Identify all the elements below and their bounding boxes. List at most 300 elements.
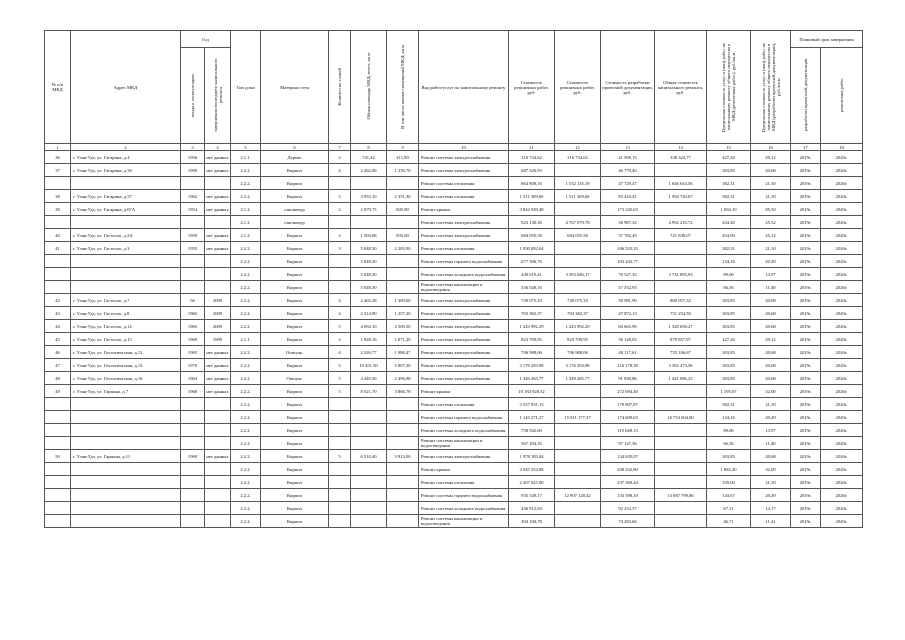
table-cell: Дерево	[261, 151, 329, 164]
table-cell	[45, 476, 71, 489]
table-cell: 5	[329, 450, 351, 463]
table-cell	[555, 385, 601, 398]
table-cell: Кирпич	[261, 255, 329, 268]
table-cell: 1 441 096,23	[655, 372, 707, 385]
table-cell: 2.2.2.	[231, 411, 261, 424]
table-cell: 2019г.	[791, 489, 821, 502]
table-cell: 755 106,67	[655, 346, 707, 359]
column-number-cell: 15	[707, 144, 751, 151]
table-cell	[387, 411, 419, 424]
table-cell	[329, 502, 351, 515]
table-cell: 179 807,87	[601, 398, 655, 411]
table-cell: 91 830,86	[601, 372, 655, 385]
table-cell	[387, 398, 419, 411]
table-cell: г. Улан-Удэ, ул. Гастелло, д.8	[71, 307, 181, 320]
table-cell: 1 511 309,66	[555, 190, 601, 203]
header-cost-repair-2: Стоимость ремонтных работ, руб.	[555, 31, 601, 144]
table-cell: 4 992 210,72	[655, 216, 707, 229]
table-cell: 1965	[181, 320, 205, 333]
table-cell: 2019г.	[791, 346, 821, 359]
table-cell: 1954	[181, 203, 205, 216]
repair-plan-table	[44, 30, 863, 528]
table-cell: 449 619,41	[509, 268, 555, 281]
table-cell: 835,60	[387, 229, 419, 242]
table-cell: 741,42	[351, 151, 387, 164]
table-row	[45, 398, 863, 411]
table-cell	[329, 216, 351, 229]
table-cell	[181, 411, 205, 424]
table-cell: 21,10	[751, 476, 791, 489]
table-cell: Кирпич	[261, 476, 329, 489]
table-cell: 216 178,38	[601, 359, 655, 372]
table-cell: 43	[45, 307, 71, 320]
table-cell: 703 382,37	[555, 307, 601, 320]
table-cell: 2020г.	[821, 411, 863, 424]
table-cell: 2 079,75	[351, 203, 387, 216]
table-cell: 36	[45, 151, 71, 164]
table-cell: 38	[45, 190, 71, 203]
table-cell: 89,06	[707, 424, 751, 437]
table-cell: 3	[329, 190, 351, 203]
table-cell: 1956	[181, 151, 205, 164]
table-cell: 47	[45, 359, 71, 372]
table-cell: 2020г.	[821, 268, 863, 281]
table-cell: 749 075,33	[555, 294, 601, 307]
table-cell: Ремонт системы электроснабжения	[419, 216, 509, 229]
table-cell	[351, 515, 387, 528]
table-cell: 57 552,93	[601, 281, 655, 294]
table-cell: 3 176 293,98	[555, 359, 601, 372]
table-cell: 5 048,50	[351, 268, 387, 281]
table-cell: 2020г.	[821, 216, 863, 229]
table-cell: 173 245,63	[601, 203, 655, 216]
table-cell: г. Улан-Удэ, ул. Гастелло, д.12	[71, 320, 181, 333]
table-cell: 2009	[205, 307, 231, 320]
table-cell	[45, 424, 71, 437]
table-cell: 45	[45, 333, 71, 346]
table-cell: 4	[329, 346, 351, 359]
table-cell	[555, 476, 601, 489]
table-cell	[329, 255, 351, 268]
table-cell: 2.2.2.	[231, 385, 261, 398]
table-cell	[387, 281, 419, 294]
header-cost-total: Общая стоимость капитального ремонта, руб.	[655, 31, 707, 144]
table-cell: 436 912,94	[509, 502, 555, 515]
column-number-cell: 1	[45, 144, 71, 151]
table-row	[45, 346, 863, 359]
table-cell	[45, 398, 71, 411]
table-cell: 2019г.	[791, 372, 821, 385]
table-cell: 2.2.2.	[231, 190, 261, 203]
table-row	[45, 359, 863, 372]
table-cell: 2020г.	[821, 437, 863, 450]
table-cell: г. Улан-Удэ, ул. Гагарина, д.57	[71, 190, 181, 203]
table-cell: 56 148,02	[601, 333, 655, 346]
table-cell: 84 665,99	[601, 320, 655, 333]
table-cell: 1 082,20	[707, 463, 751, 476]
table-cell: Ремонт системы электроснабжения	[419, 229, 509, 242]
table-cell: 2019г.	[791, 190, 821, 203]
table-cell: 1955	[181, 242, 205, 255]
table-cell: 1 978 185,04	[509, 450, 555, 463]
table-cell: 15 911 177,37	[555, 411, 601, 424]
table-cell: 119 048,13	[601, 424, 655, 437]
table-cell: 48 117,61	[601, 346, 655, 359]
table-cell	[555, 203, 601, 216]
header-deadline-design	[791, 48, 821, 144]
table-cell: 20,68	[751, 307, 791, 320]
table-cell: 2020г.	[821, 502, 863, 515]
table-row	[45, 515, 863, 528]
column-number-cell: 4	[205, 144, 231, 151]
table-cell: Ремонт системы электроснабжения	[419, 320, 509, 333]
table-cell	[181, 216, 205, 229]
table-cell: 2019г.	[791, 450, 821, 463]
table-cell: 2019г.	[791, 203, 821, 216]
table-cell: Ремонт системы горячего водоснабжения	[419, 489, 509, 502]
table-row	[45, 203, 863, 216]
table-cell	[181, 515, 205, 528]
table-cell: 303,85	[707, 359, 751, 372]
table-cell: 2	[329, 203, 351, 216]
table-cell	[655, 476, 707, 489]
table-cell	[655, 424, 707, 437]
table-cell: Кирпич	[261, 190, 329, 203]
table-cell	[45, 281, 71, 294]
table-cell	[45, 502, 71, 515]
table-cell	[329, 281, 351, 294]
table-cell: 2.2.2.	[231, 489, 261, 502]
table-cell: 2 465,28	[351, 294, 387, 307]
table-cell	[205, 502, 231, 515]
table-cell: Ремонт системы электроснабжения	[419, 164, 509, 177]
table-cell: Ремонт системы отопления	[419, 242, 509, 255]
table-cell: 2.2.2.	[231, 359, 261, 372]
table-cell: 1962	[181, 190, 205, 203]
table-cell: 12 907 128,42	[555, 489, 601, 502]
table-cell: нет данных	[205, 346, 231, 359]
table-cell: 1 986,47	[387, 346, 419, 359]
table-cell: 2019г.	[791, 242, 821, 255]
table-cell: 1 349 265,77	[555, 372, 601, 385]
header-material: Материал стен	[261, 31, 329, 144]
table-cell	[329, 463, 351, 476]
table-cell: 303,85	[707, 307, 751, 320]
table-cell: 21,10	[751, 242, 791, 255]
table-cell: Кирпич	[261, 164, 329, 177]
table-cell: 2009	[205, 320, 231, 333]
table-cell: 47 872,13	[601, 307, 655, 320]
header-deadline-design-text: разработки проектной документации	[803, 58, 809, 132]
table-cell: Кирпич	[261, 242, 329, 255]
table-cell: 2019г.	[791, 164, 821, 177]
table-cell: 703 382,37	[509, 307, 555, 320]
table-cell	[329, 411, 351, 424]
table-cell: 2 314,90	[351, 307, 387, 320]
table-cell: 2019г.	[791, 424, 821, 437]
table-cell	[205, 177, 231, 190]
table-cell: 4	[329, 164, 351, 177]
table-cell: 2.1.2.	[231, 203, 261, 216]
table-cell: Ремонт системы холодного водоснабжения	[419, 502, 509, 515]
table-cell: 3 913,00	[387, 450, 419, 463]
table-cell: 2019г.	[791, 151, 821, 164]
table-cell: 2.2.2.	[231, 515, 261, 528]
table-cell	[655, 437, 707, 450]
table-cell: 823 709,95	[555, 333, 601, 346]
column-number-cell: 8	[351, 144, 387, 151]
table-row	[45, 281, 863, 294]
table-cell: 20,68	[751, 450, 791, 463]
table-cell: Кирпич	[261, 177, 329, 190]
table-cell	[655, 164, 707, 177]
table-cell	[71, 255, 181, 268]
table-cell: 749 075,33	[509, 294, 555, 307]
table-cell: 20,49	[751, 255, 791, 268]
table-cell: 3 866,78	[387, 385, 419, 398]
table-cell	[555, 255, 601, 268]
table-row	[45, 437, 863, 450]
table-cell: г. Улан-Удэ, ул. Геологическая, д.13	[71, 359, 181, 372]
table-cell: 684 055,58	[509, 229, 555, 242]
table-cell: 5 807,30	[387, 359, 419, 372]
table-cell: Кирпич	[261, 489, 329, 502]
table-cell: 2019г.	[791, 463, 821, 476]
table-cell: 3	[329, 242, 351, 255]
table-cell: 1 504,08	[351, 229, 387, 242]
table-row	[45, 476, 863, 489]
table-cell: 44	[45, 320, 71, 333]
repair-plan-table-sheet	[44, 30, 862, 528]
table-cell: 427,20	[707, 151, 751, 164]
table-cell	[45, 177, 71, 190]
table-cell: Ремонт системы электроснабжения	[419, 450, 509, 463]
table-cell: 2020г.	[821, 307, 863, 320]
table-cell: 20,68	[751, 164, 791, 177]
table-cell: 14,17	[751, 502, 791, 515]
table-cell: 2020г.	[821, 177, 863, 190]
table-cell: Кирпич	[261, 281, 329, 294]
table-cell: 1964	[181, 372, 205, 385]
table-cell: 133 398,10	[601, 489, 655, 502]
table-cell	[71, 398, 181, 411]
table-cell: Ремонт крыши	[419, 203, 509, 216]
table-cell: 74 283,66	[601, 515, 655, 528]
column-number-cell: 7	[329, 144, 351, 151]
table-cell: 1959	[181, 229, 205, 242]
header-year-repair-text: завершения последнего капитального ремонта	[212, 58, 223, 132]
table-row	[45, 177, 863, 190]
table-cell: 1 369,60	[387, 294, 419, 307]
table-cell	[329, 398, 351, 411]
table-cell: 1 594 720,07	[655, 190, 707, 203]
table-cell: 2.2.2.	[231, 424, 261, 437]
header-num: № п/п МКД	[45, 31, 71, 144]
table-cell	[351, 437, 387, 450]
table-cell: 40	[45, 229, 71, 242]
table-cell: нет данных	[205, 229, 231, 242]
header-year-repair	[205, 48, 231, 144]
table-cell: 2.2.2.	[231, 164, 261, 177]
table-cell: 13 687 799,86	[655, 489, 707, 502]
table-cell	[387, 177, 419, 190]
table-cell	[351, 489, 387, 502]
table-cell: 2.2.2.	[231, 281, 261, 294]
table-cell: 935 349,17	[509, 489, 555, 502]
table-cell	[387, 515, 419, 528]
table-cell: 2019г.	[791, 229, 821, 242]
table-cell: 97 147,36	[601, 437, 655, 450]
table-cell: 92 252,37	[601, 502, 655, 515]
table-cell: 2019г.	[791, 268, 821, 281]
table-cell: 721 838,07	[655, 229, 707, 242]
table-cell: 1 928,16	[351, 333, 387, 346]
table-cell: 5	[329, 359, 351, 372]
table-cell	[181, 463, 205, 476]
table-cell: 2	[329, 229, 351, 242]
table-cell: 2020г.	[821, 190, 863, 203]
table-cell: нет данных	[205, 242, 231, 255]
table-cell: 2020г.	[821, 333, 863, 346]
column-number-cell: 13	[601, 144, 655, 151]
table-cell	[205, 515, 231, 528]
table-row	[45, 294, 863, 307]
table-cell: г. Улан-Удэ, ул. Гастелло, д.7	[71, 294, 181, 307]
table-cell: 5	[329, 385, 351, 398]
header-area-total-text: Общая площадь МКД, всего, кв.м	[366, 53, 372, 120]
table-cell: 21,10	[751, 190, 791, 203]
table-cell	[655, 281, 707, 294]
table-cell: нет данных	[205, 190, 231, 203]
table-cell: 1 243 992,29	[555, 320, 601, 333]
table-cell: 3 257 931,13	[509, 398, 555, 411]
header-floors	[329, 31, 351, 144]
header-work-kind: Вид работ/услуг по капитальному ремонту	[419, 31, 509, 144]
table-cell	[181, 268, 205, 281]
table-cell: Ремонт системы холодного водоснабжения	[419, 424, 509, 437]
table-cell	[45, 216, 71, 229]
table-cell: 46 779,40	[601, 164, 655, 177]
table-cell: Ремонт системы канализации и водоотведения	[419, 281, 509, 294]
table-cell: 3 731 093,93	[655, 268, 707, 281]
table-cell: 8 521,70	[351, 385, 387, 398]
table-cell: г. Улан-Удэ, ул. Гагарина, д.50	[71, 164, 181, 177]
table-cell	[45, 411, 71, 424]
table-cell: 29,12	[751, 151, 791, 164]
table-cell: 2019г.	[791, 476, 821, 489]
table-cell	[655, 515, 707, 528]
table-cell: 2	[329, 151, 351, 164]
table-cell: 2 351,30	[387, 190, 419, 203]
table-cell: 2019г.	[791, 307, 821, 320]
table-cell: 39	[45, 203, 71, 216]
table-cell: 879 857,97	[655, 333, 707, 346]
table-cell: Кирпич	[261, 320, 329, 333]
table-cell: 11,40	[751, 281, 791, 294]
table-cell: 2020г.	[821, 203, 863, 216]
table-cell: 2019г.	[791, 385, 821, 398]
table-cell	[71, 463, 181, 476]
table-cell	[181, 489, 205, 502]
table-cell: 2.2.2.	[231, 268, 261, 281]
table-cell: 1965	[181, 346, 205, 359]
table-cell: Ремонт крыши	[419, 385, 509, 398]
table-cell	[387, 268, 419, 281]
table-cell: Ошпуак.	[261, 346, 329, 359]
table-cell: 47 729,47	[601, 177, 655, 190]
table-cell: 2 262,06	[351, 164, 387, 177]
table-cell: 427,20	[707, 333, 751, 346]
table-cell	[205, 411, 231, 424]
table-cell: г. Улан-Удэ, ул. Гастелло, д.15	[71, 333, 181, 346]
header-limit-design	[751, 31, 791, 144]
table-cell: 1 243 992,29	[509, 320, 555, 333]
table-cell: 684 055,58	[555, 229, 601, 242]
table-cell: 4	[329, 294, 351, 307]
column-number-cell: 2	[71, 144, 181, 151]
table-cell: 2 326,77	[351, 346, 387, 359]
table-cell: 2.1.1.	[231, 151, 261, 164]
table-cell: г. Улан-Удэ, ул. Гастелло, д.3	[71, 242, 181, 255]
table-cell: Ошпуат.	[261, 372, 329, 385]
table-cell: Кирпич	[261, 437, 329, 450]
table-cell: 303,85	[707, 372, 751, 385]
table-row	[45, 411, 863, 424]
table-row	[45, 255, 863, 268]
table-cell	[351, 216, 387, 229]
table-cell: 2.2.2.	[231, 372, 261, 385]
header-type: Тип дома	[231, 31, 261, 144]
table-cell: Ремонт системы электроснабжения	[419, 294, 509, 307]
table-row	[45, 489, 863, 502]
table-cell	[205, 476, 231, 489]
table-cell: 316 734,62	[509, 151, 555, 164]
table-cell: 103 443,77	[601, 255, 655, 268]
table-cell: 336 028,16	[509, 281, 555, 294]
table-cell	[205, 281, 231, 294]
table-cell: 2020г.	[821, 346, 863, 359]
table-cell: Ремонт крыши	[419, 463, 509, 476]
table-cell: 2020г.	[821, 242, 863, 255]
table-cell: 50 981,99	[601, 294, 655, 307]
table-cell	[71, 515, 181, 528]
table-cell: Ремонт системы электроснабжения	[419, 151, 509, 164]
table-cell: 5 048,50	[351, 242, 387, 255]
table-cell	[387, 463, 419, 476]
table-cell: 706 988,06	[555, 346, 601, 359]
table-cell: 4	[329, 307, 351, 320]
table-cell: 56	[181, 294, 205, 307]
table-cell: Ремонт системы отопления	[419, 398, 509, 411]
table-cell: 2019г.	[791, 359, 821, 372]
table-cell: Кирпич	[261, 515, 329, 528]
table-cell: 2.2.2.	[231, 346, 261, 359]
table-cell: Кирпич	[261, 307, 329, 320]
table-cell: 382,31	[707, 177, 751, 190]
table-cell: 2020г.	[821, 515, 863, 528]
table-cell: 66,56	[707, 437, 751, 450]
table-cell: г. Улан-Удэ, ул. Гармана, д.11	[71, 450, 181, 463]
table-cell: 2019г.	[791, 437, 821, 450]
table-cell: Кирпич	[261, 463, 329, 476]
header-area-living-text: В том числе жилых помещений МКД, кв.м	[400, 44, 406, 129]
table-cell	[45, 515, 71, 528]
table-cell: нет данных	[205, 450, 231, 463]
table-row	[45, 229, 863, 242]
table-cell: 2.1.2.	[231, 216, 261, 229]
column-number-cell: 11	[509, 144, 555, 151]
table-cell: 1969	[181, 450, 205, 463]
